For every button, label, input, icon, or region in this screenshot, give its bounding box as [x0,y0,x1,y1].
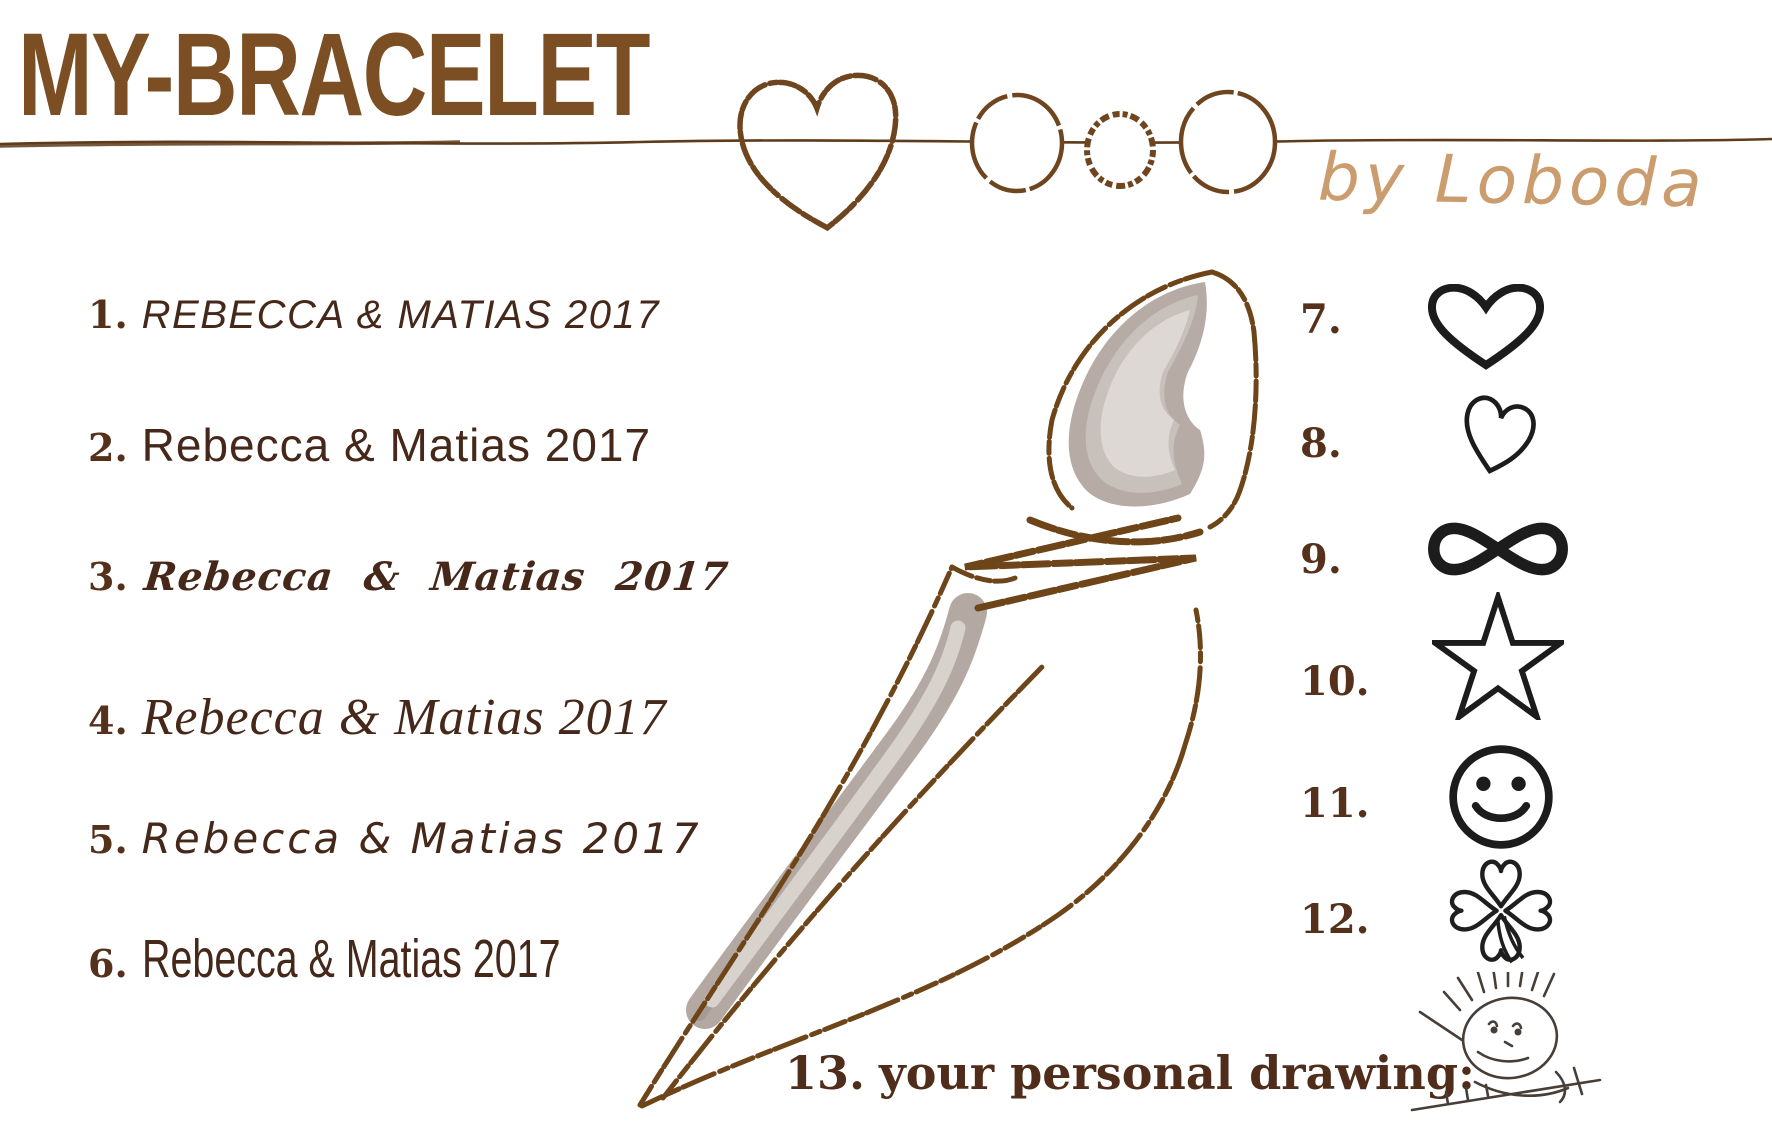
symbol-number-12: 12. [1300,896,1370,943]
font-option-4 [88,688,667,747]
byline: by Loboda [1317,138,1708,223]
sketched-heart-icon [737,73,903,234]
symbol-number-9: 9. [1300,536,1342,583]
font-option-6 [88,928,715,990]
smiley-icon [1446,742,1556,852]
font-sample-6: Rebecca & Matias 2017 [141,929,561,989]
wide-heart-icon [1424,284,1548,370]
option-number: 13. [785,1046,866,1100]
personal-drawing-label: your personal drawing: [879,1046,1475,1100]
paintbrush-sketch [560,240,1280,1128]
font-option-3 [88,554,731,600]
clover-icon [1446,854,1556,974]
option-number: 5. [88,817,128,862]
font-option-5 [88,814,702,863]
infinity-icon [1412,518,1584,580]
tilted-heart-icon [1446,390,1548,486]
personal-drawing-option [785,1046,1475,1100]
bead-circle-large-2 [1181,92,1275,192]
symbol-number-11: 11. [1300,780,1370,827]
option-number: 6. [88,941,128,986]
option-number: 2. [88,425,128,470]
child-drawing-icon [1398,972,1610,1124]
bead-circle-small [1087,114,1153,186]
page-title: MY-BRACELET [18,9,649,141]
font-option-2 [88,418,651,472]
symbol-number-8: 8. [1300,420,1342,467]
font-sample-2: Rebecca & Matias 2017 [141,419,652,471]
symbol-number-7: 7. [1300,296,1342,343]
font-sample-1: REBECCA & MATIAS 2017 [141,293,661,337]
bead-circle-large-1 [972,95,1062,191]
bead-circles [972,92,1275,192]
option-number: 1. [88,292,128,337]
font-option-1 [88,292,660,338]
option-number: 4. [88,698,128,743]
font-sample-5: Rebecca & Matias 2017 [141,814,702,863]
font-sample-3: Rebecca & Matias 2017 [141,554,731,600]
star-icon [1432,592,1564,720]
symbol-number-10: 10. [1300,658,1370,705]
font-sample-4: Rebecca & Matias 2017 [141,689,667,746]
option-number: 3. [88,554,128,599]
